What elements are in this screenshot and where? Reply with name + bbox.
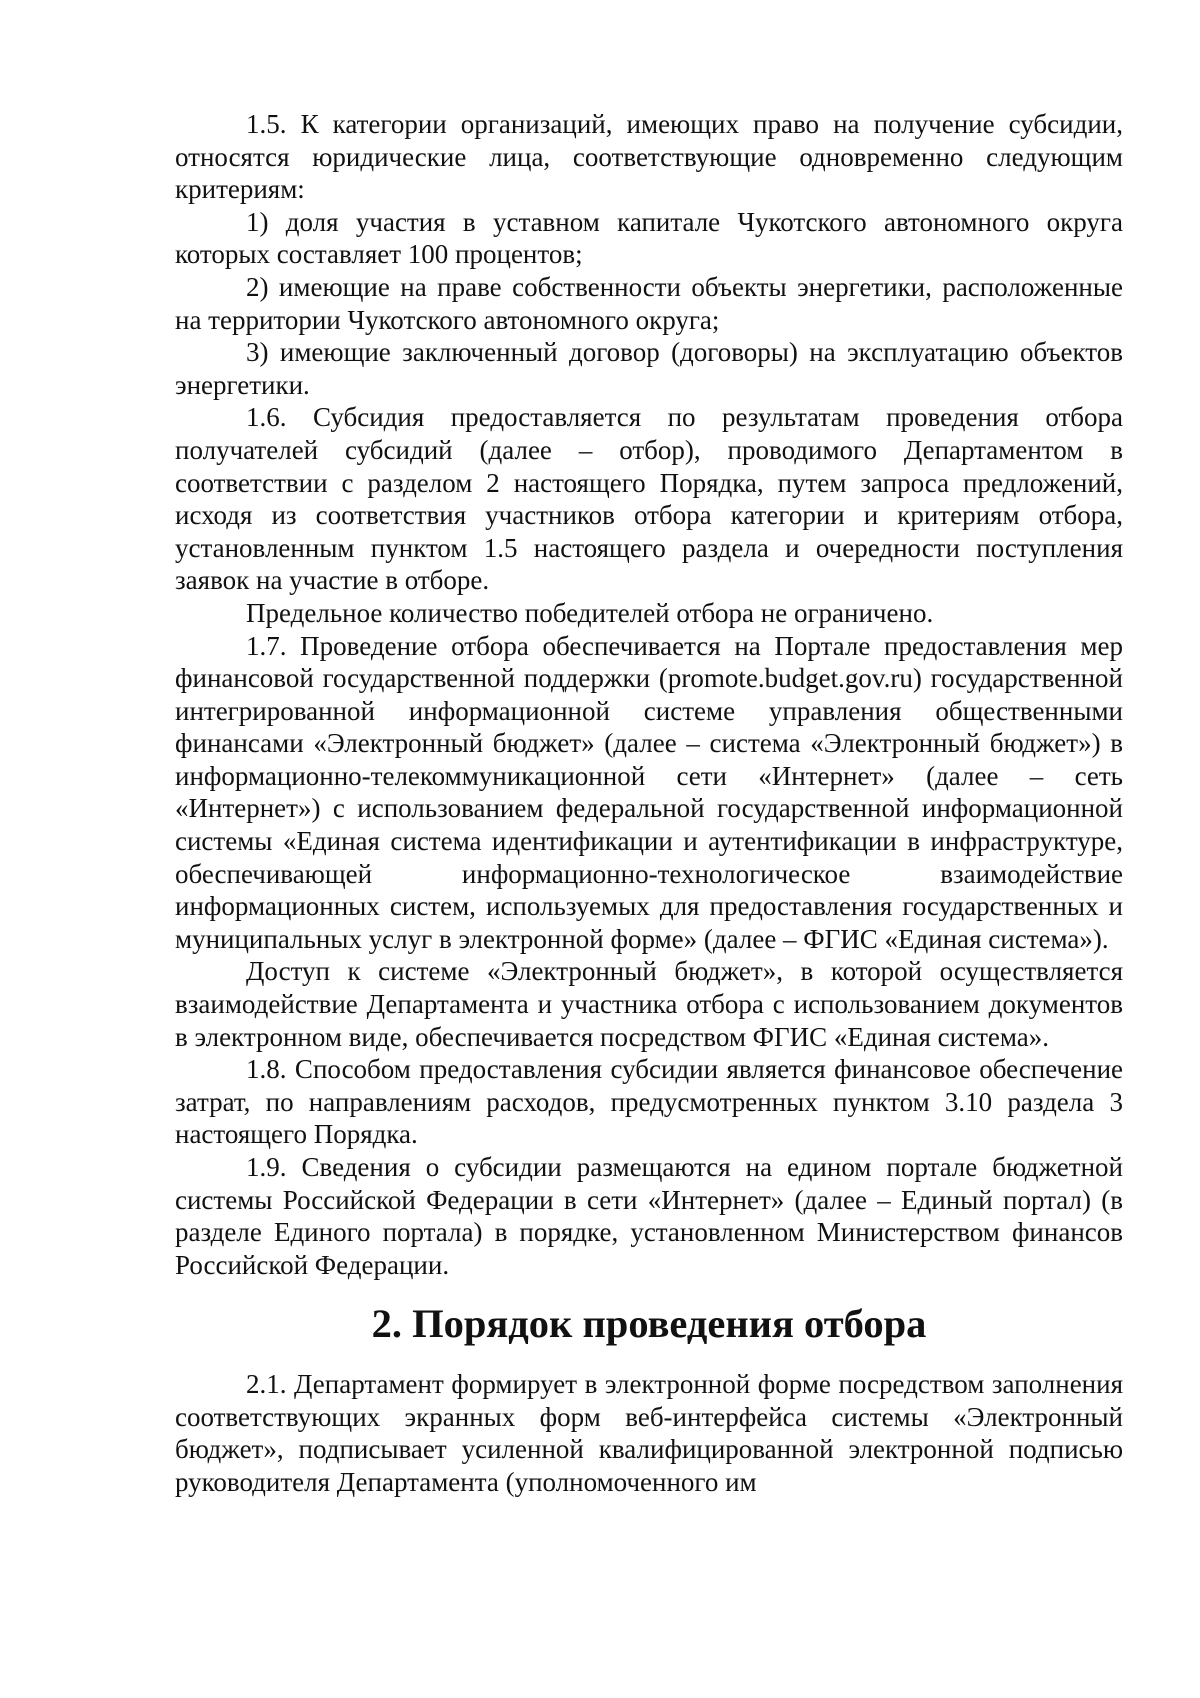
paragraph-1-5: 1.5. К категории организаций, имеющих право на получение субсидии, относятся юридические лица, соответствующие одновременно следующим критериям: [175,109,1123,205]
paragraph-criterion-2: 2) имеющие на праве собственности объекты энергетики, расположенные на территории Чукотского автономного округа; [175,271,1123,335]
paragraph-1-6: 1.6. Субсидия предоставляется по результатам проведения отбора получателей субсидий (далее – отбор), проводимого Департаментом в соответствии с разделом 2 настоящего Порядка, путем запроса предложений, исходя из соответствия участников отбора категории и критериям отбора, установленным пунктом 1.5 настоящего раздела и очередности поступления заявок на участие в отборе. [175,402,1123,596]
paragraph-criterion-1: 1) доля участия в уставном капитале Чукотского автономного округа которых составляет 100 процентов; [175,206,1123,270]
paragraph-criterion-3: 3) имеющие заключенный договор (договоры) на эксплуатацию объектов энергетики. [175,337,1123,400]
section-heading: 2. Порядок проведения отбора [371,1301,927,1347]
document-page [175,108,1123,1498]
paragraph-2-1: 2.1. Департамент формирует в электронной форме посредством заполнения соответствующих экранных форм веб-интерфейса системы «Электронный бюджет», подписывает усиленной квалифицированной электронной подписью руководителя Департамента (уполномоченного им [175,1368,1123,1497]
paragraph-1-9: 1.9. Сведения о субсидии размещаются на едином портале бюджетной системы Российской Федерации в сети «Интернет» (далее – Единый портал) (в разделе Единого портала) в порядке, установленном Министерством финансов Российской Федерации. [175,1152,1123,1280]
paragraph-1-7: 1.7. Проведение отбора обеспечивается на Портале предоставления мер финансовой государственной поддержки (promote.budget.gov.ru) государственной интегрированной информационной системе управления общественными финансами «Электронный бюджет» (далее – система «Электронный бюджет») в информационно-телекоммуникационной сети «Интернет» (далее – сеть «Интернет») с использованием федеральной государственной информационной системы «Единая система идентификации и аутентификации в инфраструктуре, обеспечивающей информационно-технологическое взаимодействие информационных систем, используемых для предоставления государственных и муниципальных услуг в электронной форме» (далее – ФГИС «Единая система»). [175,630,1123,954]
paragraph-winners-limit: Предельное количество победителей отбора не ограничено. [246,597,934,628]
paragraph-access: Доступ к системе «Электронный бюджет», в которой осуществляется взаимодействие Департамента и участника отбора с использованием документов в электронном виде, обеспечивается посредством ФГИС «Единая система». [175,956,1123,1052]
paragraph-1-8: 1.8. Способом предоставления субсидии является финансовое обеспечение затрат, по направлениям расходов, предусмотренных пунктом 3.10 раздела 3 настоящего Порядка. [175,1054,1123,1150]
